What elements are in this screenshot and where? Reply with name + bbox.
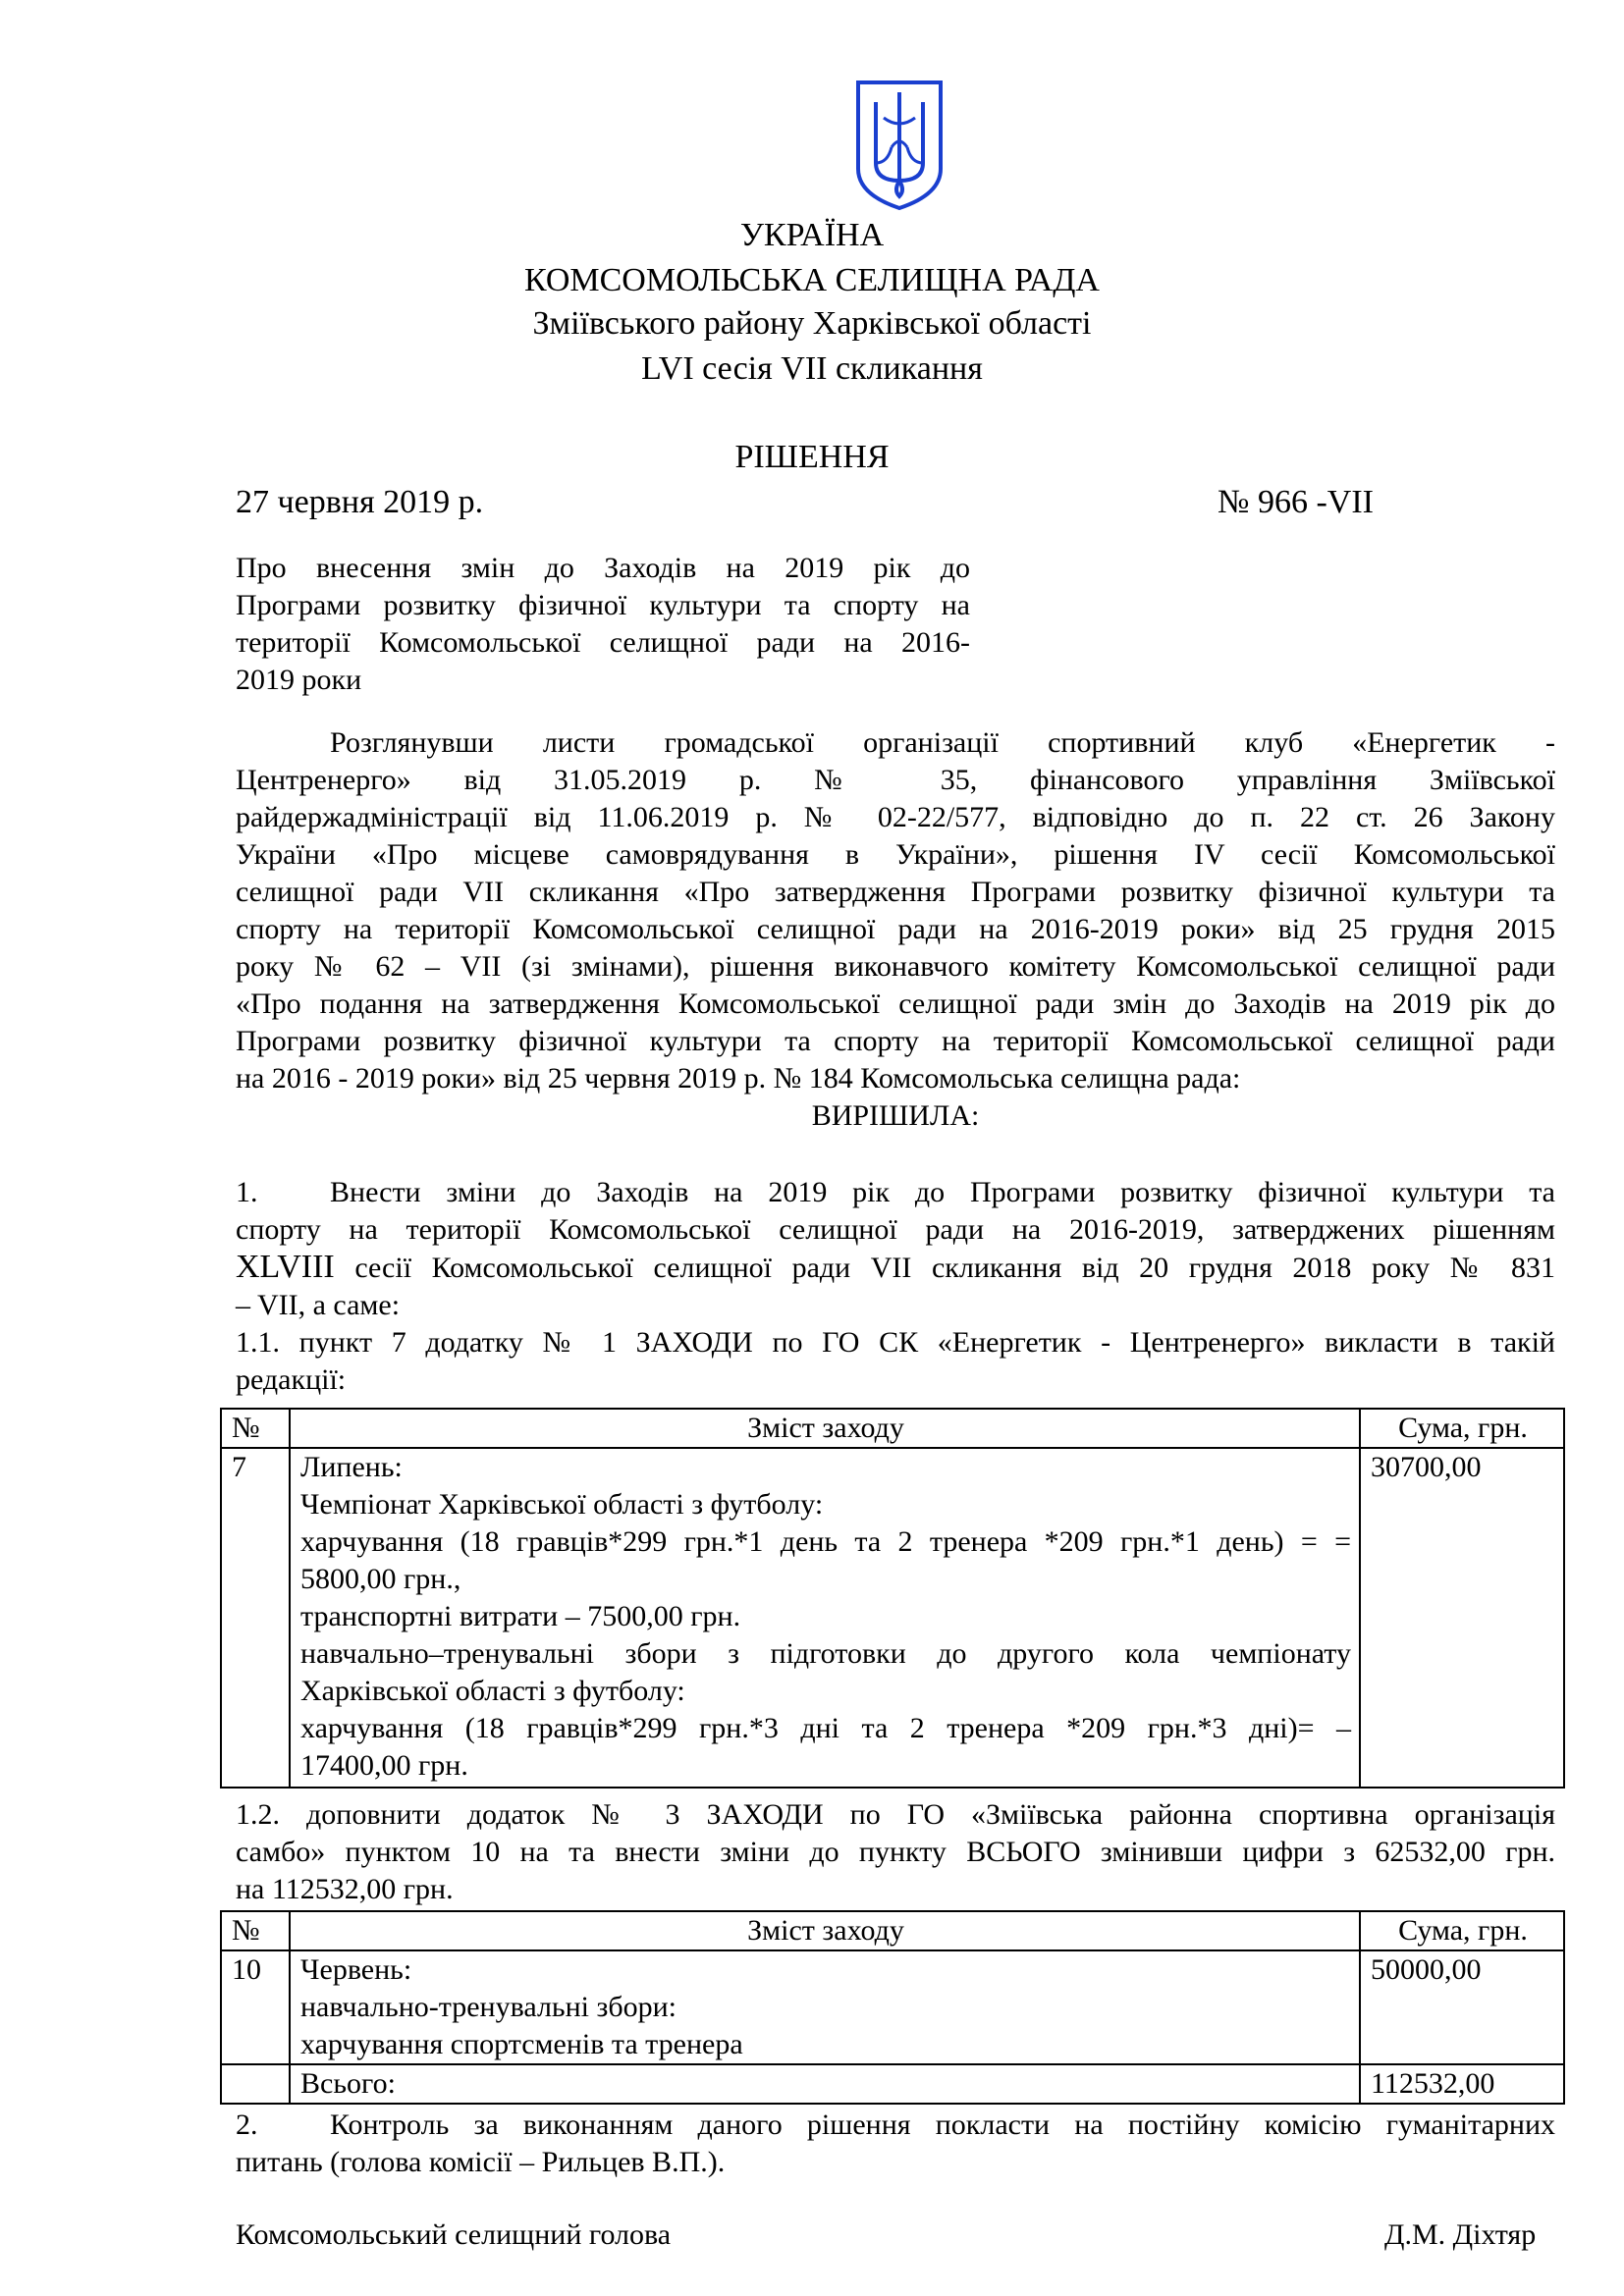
item-2-line: 2. Контроль за виконанням даного рішення покласти на постійну комісію гуманітарних	[236, 2107, 1555, 2144]
item-1-block	[236, 1174, 1555, 1399]
preamble-line: «Про подання на затвердження Комсомольської селищної ради змін до Заходів на 2019 рік до	[236, 988, 1555, 1020]
item-1-line: спорту на території Комсомольської селищної ради на 2016-2019, затверджених рішенням	[236, 1213, 1555, 1246]
signature-name: Д.М. Діхтяр	[1384, 2218, 1537, 2251]
preamble-line: селищної ради VII скликання «Про затвердження Програми розвитку фізичної культури та	[236, 876, 1555, 908]
item-1-2-line: на 112532,00 грн.	[236, 1873, 454, 1905]
row-sum: 50000,00	[1360, 1950, 1564, 2064]
item-1-line: – VII, а саме:	[236, 1289, 401, 1321]
header-cell-num: №	[221, 1409, 290, 1448]
preamble-line: року № 62 – VII (зі змінами), рішення виконавчого комітету Комсомольської селищної ради	[236, 950, 1555, 983]
decision-title: РІШЕННЯ	[734, 439, 890, 475]
signature-position: Комсомольський селищний голова	[236, 2218, 672, 2251]
header-cell-sum: Сума, грн.	[1360, 1409, 1564, 1448]
preamble-line: Розглянувши листи громадської організації спортивний клуб «Енергетик -	[330, 726, 1555, 759]
item-2-line: питань (голова комісії – Рильцев В.П.).	[236, 2146, 726, 2178]
header-cell-content: Зміст заходу	[290, 1409, 1360, 1448]
header-district: Зміївського району Харківської області	[532, 305, 1092, 342]
item-2-number: 2.	[236, 2109, 258, 2141]
decision-date: 27 червня 2019 р.	[236, 484, 484, 520]
subject-line: 2019 роки	[236, 664, 362, 696]
item-1-1-line: 1.1. пункт 7 додатку № 1 ЗАХОДИ по ГО СК «Енергетик - Центренерго» викласти в такій	[236, 1326, 1555, 1359]
item-1-1-line: редакції:	[236, 1363, 347, 1396]
preamble-line: України «Про місцеве самоврядування в України», рішення IV сесії Комсомольської	[236, 838, 1555, 871]
resolved-heading: ВИРІШИЛА:	[811, 1099, 980, 1132]
item-1-2-block	[236, 1796, 1555, 1908]
preamble-line: райдержадміністрації від 11.06.2019 р. № 02-22/577, відповідно до п. 22 ст. 26 Закону	[236, 801, 1555, 833]
row-sum: 30700,00	[1360, 1448, 1564, 1788]
row-num: 7	[221, 1448, 290, 1788]
table-total-row	[221, 2064, 1564, 2104]
item-1-roman: XLVIII	[236, 1249, 335, 1285]
item-1-number: 1.	[236, 1176, 258, 1208]
preamble-line: Центренерго» від 31.05.2019 р. № 35, фінансового управління Зміївської	[236, 764, 1555, 796]
table-row	[221, 1950, 1564, 2064]
subject-line: території Комсомольської селищної ради на 2016-	[236, 626, 970, 659]
total-num	[221, 2064, 290, 2104]
table-2	[220, 1910, 1565, 2105]
header-council: КОМСОМОЛЬСЬКА СЕЛИЩНА РАДА	[524, 262, 1100, 298]
decision-number: № 966 -VII	[1218, 484, 1374, 520]
subject-block	[236, 550, 970, 699]
header-cell-num: №	[221, 1911, 290, 1950]
header-cell-sum: Сума, грн.	[1360, 1911, 1564, 1950]
subject-line: Програми розвитку фізичної культури та спорту на	[236, 589, 970, 621]
table-1-header	[221, 1409, 1564, 1448]
table-2-header	[221, 1911, 1564, 1950]
total-label: Всього:	[290, 2064, 1360, 2104]
table-1	[220, 1408, 1565, 1789]
item-1-2-line: самбо» пунктом 10 на та внести зміни до пункту ВСЬОГО змінивши цифри з 62532,00 грн.	[236, 1836, 1555, 1868]
preamble-block	[236, 724, 1555, 1135]
item-2-block	[236, 2107, 1555, 2181]
coat-of-arms-icon	[854, 79, 945, 212]
row-content: Липень: Чемпіонат Харківської області з футболу: харчування (18 гравців*299 грн.*1 день та 2 тренера *209 грн.*1 день) = = 5800,00 грн., транспортні витрати – 7500,00 грн. навчально–тренувальні збори з підготовки до другого кола чемпіонату Харківської області з футболу: харчування (18 гравців*299 грн.*3 дні та 2 тренера *209 грн.*3 дні)= – 17400,00 грн.	[290, 1448, 1360, 1788]
subject-line: Про внесення змін до Заходів на 2019 рік до	[236, 552, 970, 584]
row-num: 10	[221, 1950, 290, 2064]
header-cell-content: Зміст заходу	[290, 1911, 1360, 1950]
item-1-line: 1. Внести зміни до Заходів на 2019 рік до Програми розвитку фізичної культури та	[236, 1174, 1555, 1211]
row-content: Червень: навчально-тренувальні збори: харчування спортсменів та тренера	[290, 1950, 1360, 2064]
item-1-line: XLVIII сесії Комсомольської селищної ради VII скликання від 20 грудня 2018 року № 831	[236, 1249, 1555, 1285]
total-value: 112532,00	[1360, 2064, 1564, 2104]
header-session: LVI сесія VII скликання	[641, 350, 983, 387]
header-country: УКРАЇНА	[739, 217, 885, 253]
preamble-line: Програми розвитку фізичної культури та спорту на території Комсомольської селищної ради	[236, 1025, 1555, 1057]
preamble-line: спорту на території Комсомольської селищної ради на 2016-2019 роки» від 25 грудня 2015	[236, 913, 1555, 945]
table-row	[221, 1448, 1564, 1788]
preamble-line: на 2016 - 2019 роки» від 25 червня 2019 р. № 184 Комсомольська селищна рада:	[236, 1062, 1241, 1095]
item-1-2-line: 1.2. доповнити додаток № 3 ЗАХОДИ по ГО «Зміївська районна спортивна організація	[236, 1798, 1555, 1831]
